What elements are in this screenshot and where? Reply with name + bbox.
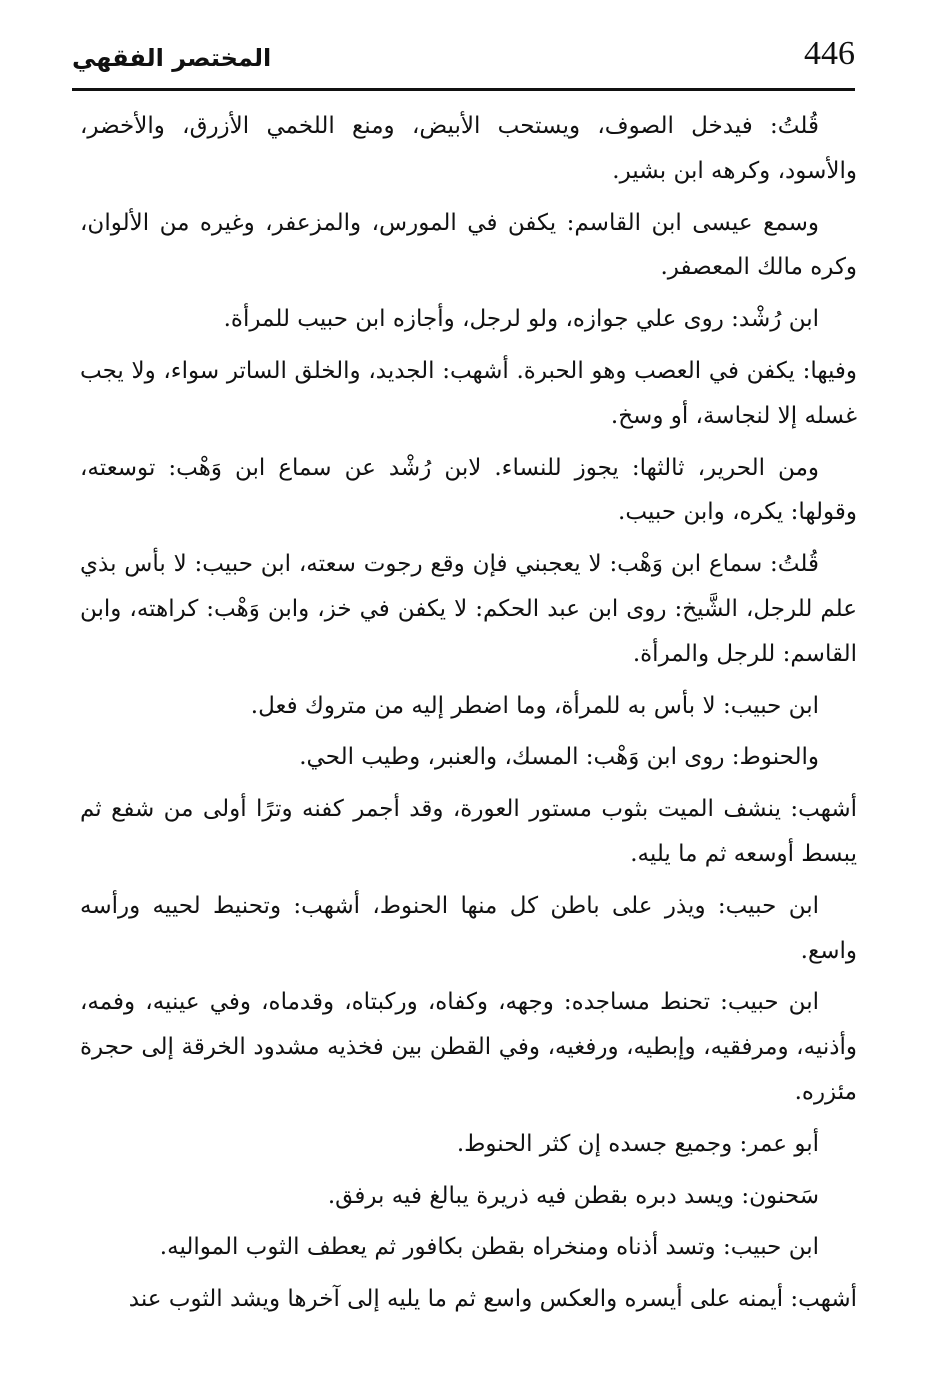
page-number: 446 xyxy=(804,35,855,72)
paragraph: أشهب: أيمنه على أيسره والعكس واسع ثم ما يليه إلى آخرها ويشد الثوب عند xyxy=(128,1286,857,1313)
paragraph: ابن حبيب: وتسد أذناه ومنخراه بقطن بكافور ثم يعطف الثوب المواليه. xyxy=(159,1234,819,1261)
paragraph: ابن حبيب: ويذر على باطن كل منها الحنوط، أشهب: وتحنيط لحييه ورأسه واسع. xyxy=(80,892,857,964)
paragraph: أبو عمر: وجميع جسده إن كثر الحنوط. xyxy=(456,1130,819,1157)
paragraph: سَحنون: ويسد دبره بقطن فيه ذريرة يبالغ فيه برفق. xyxy=(327,1182,819,1209)
paragraph: ابن حبيب: تحنط مساجده: وجهه، وكفاه، وركبتاه، وقدماه، وفي عينيه، وفمه، وأذنيه، ومرفقيه، وإبطيه، ورفغيه، وفي القطن بين فخذيه مشدود الخرقة إلى حجرة مئزره. xyxy=(80,989,857,1105)
page-header xyxy=(72,34,855,96)
paragraph: قُلتُ: سماع ابن وَهْب: لا يعجبني فإن وقع رجوت سعته، ابن حبيب: لا بأس بذي علم للرجل، الشَّيخ: روى ابن عبد الحكم: لا يكفن في خز، وابن وَهْب: كراهته، وابن القاسم: للرجل والمرأة. xyxy=(80,551,857,667)
paragraph: ابن حبيب: لا بأس به للمرأة، وما اضطر إليه من متروك فعل. xyxy=(250,692,819,719)
header-divider xyxy=(72,88,855,91)
page-body xyxy=(80,104,857,1329)
paragraph: وفيها: يكفن في العصب وهو الحبرة. أشهب: الجديد، والخلق الساتر سواء، ولا يجب غسله إلا لنجاسة، أو وسخ. xyxy=(80,357,857,429)
paragraph: قُلتُ: فيدخل الصوف، ويستحب الأبيض، ومنع اللخمي الأزرق، والأخضر، والأسود، وكرهه ابن بشير. xyxy=(80,113,857,184)
paragraph: ابن رُشْد: روى علي جوازه، ولو لرجل، وأجازه ابن حبيب للمرأة. xyxy=(223,306,819,333)
paragraph: وسمع عيسى ابن القاسم: يكفن في المورس، والمزعفر، وغيره من الألوان، وكره مالك المعصفر. xyxy=(80,209,857,281)
paragraph: ومن الحرير، ثالثها: يجوز للنساء. لابن رُشْد عن سماع ابن وَهْب: توسعته، وقولها: يكره، وابن حبيب. xyxy=(80,454,857,526)
paragraph: أشهب: ينشف الميت بثوب مستور العورة، وقد أجمر كفنه وترًا أولى من شفع ثم يبسط أوسعه ثم ما يليه. xyxy=(80,796,857,867)
paragraph: والحنوط: روى ابن وَهْب: المسك، والعنبر، وطيب الحي. xyxy=(299,744,819,771)
book-title: المختصر الفقهي xyxy=(72,44,272,72)
